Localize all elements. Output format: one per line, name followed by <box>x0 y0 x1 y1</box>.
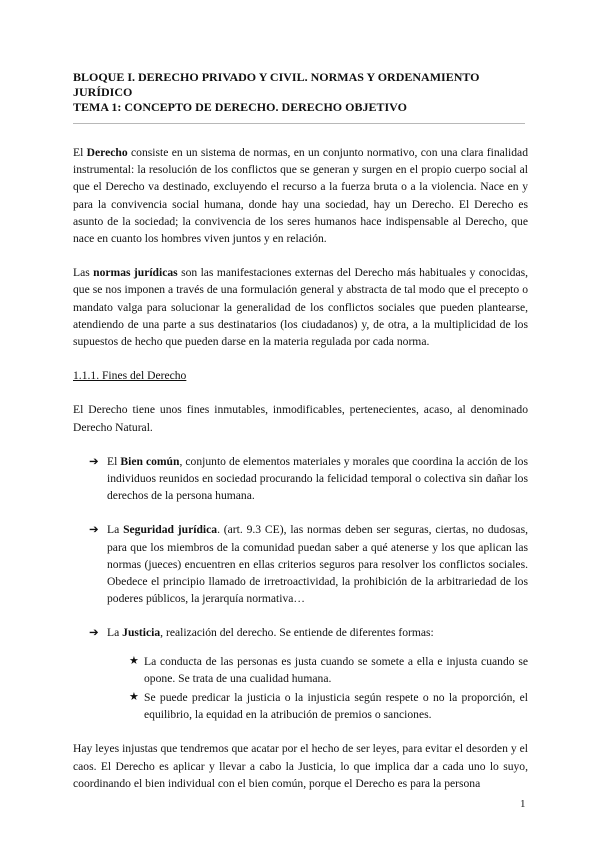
block-title-cont: JURÍDICO <box>73 85 133 99</box>
arrow-bullet-icon: ➔ <box>89 523 99 537</box>
document-content <box>73 70 528 809</box>
justicia-sublist <box>73 653 528 724</box>
term-derecho: Derecho <box>86 146 128 159</box>
term-normas-juridicas: normas jurídicas <box>93 266 178 280</box>
paragraph-fines: El Derecho tiene unos fines inmutables, inmodificables, pertenecientes, acaso, al denominado Derecho Natural. <box>73 403 528 434</box>
arrow-bullet-icon: ➔ <box>89 454 99 468</box>
arrow-bullet-icon: ➔ <box>89 626 99 640</box>
list-item-bien-comun: ➔ El Bien común, conjunto de elementos materiales y morales que coordina la acción de los individuos reunidos en sociedad procurando la felicidad temporal o colectiva sin dañar los derechos de la persona humana. <box>89 454 528 503</box>
list-item: ★ La conducta de las personas es justa cuando se somete a ella e injusta cuando se opone. Se trata de una cualidad humana. <box>129 654 528 685</box>
paragraph-leyes-injustas: Hay leyes injustas que tendremos que acatar por el hecho de ser leyes, para evitar el desorden y el caos. El Derecho es aplicar y llevar a cabo la Justicia, lo que implica dar a cada uno lo suyo, coordinando el bien individual con el bien común, porque el Derecho es para la persona <box>73 742 528 790</box>
page-number: 1 <box>520 798 526 810</box>
paragraph-normas: Las normas jurídicas son las manifestaciones externas del Derecho más habituales y conocidas, que se nos imponen a través de una formulación general y abstracta de tal modo que el precepto o mandato valga para solucionar la generalidad de los conflictos sociales que pueden plantearse, atendiendo de una parte a sus destinatarios (los ciudadanos) y, de otra, a la multiplicidad de los supuestos de hecho que pueden darse en la materia regulada por cada norma. <box>73 266 528 349</box>
list-item-seguridad: ➔ La Seguridad jurídica. (art. 9.3 CE), las normas deben ser seguras, ciertas, no dudosas, para que los miembros de la comunidad puedan saber a qué atenerse y los que aplican las normas (jueces) encuentren en ellas criterios seguros para resolver los conflictos sociales. Obedece el principio llamado de irretroactividad, la prohibición de la arbitrariedad de los poderes públicos, la jerarquía normativa… <box>89 523 528 606</box>
block-title: BLOQUE I. DERECHO PRIVADO Y CIVIL. NORMAS Y ORDENAMIENTO <box>73 70 480 84</box>
topic-title: TEMA 1: CONCEPTO DE DERECHO. DERECHO OBJETIVO <box>73 100 407 114</box>
header-divider <box>73 123 525 124</box>
list-item-justicia: ➔ La Justicia, realización del derecho. Se entiende de diferentes formas: <box>73 624 528 641</box>
star-bullet-icon: ★ <box>129 654 139 667</box>
document-header <box>73 70 528 115</box>
star-bullet-icon: ★ <box>129 691 139 704</box>
list-item: ★ Se puede predicar la justicia o la injusticia según respete o no la proporción, el equilibrio, la equidad en la atribución de premios o sanciones. <box>129 691 528 722</box>
paragraph-derecho: El Derecho consiste en un sistema de normas, en un conjunto normativo, con una clara finalidad instrumental: la resolución de los conflictos que se generan y surgen en el propio cuerpo social al que el Derecho va destinado, excluyendo el recurso a la fuerza bruta o a la violencia. Nace en y para la convivencia social humana, donde hay una sociedad, hay un Derecho. El Derecho es asunto de la sociedad; la convivencia de los seres humanos hace indispensable al Derecho, que nace en cuanto los hombres viven juntos y en relación. <box>73 146 528 246</box>
section-heading: 1.1.1. Fines del Derecho <box>73 369 187 383</box>
